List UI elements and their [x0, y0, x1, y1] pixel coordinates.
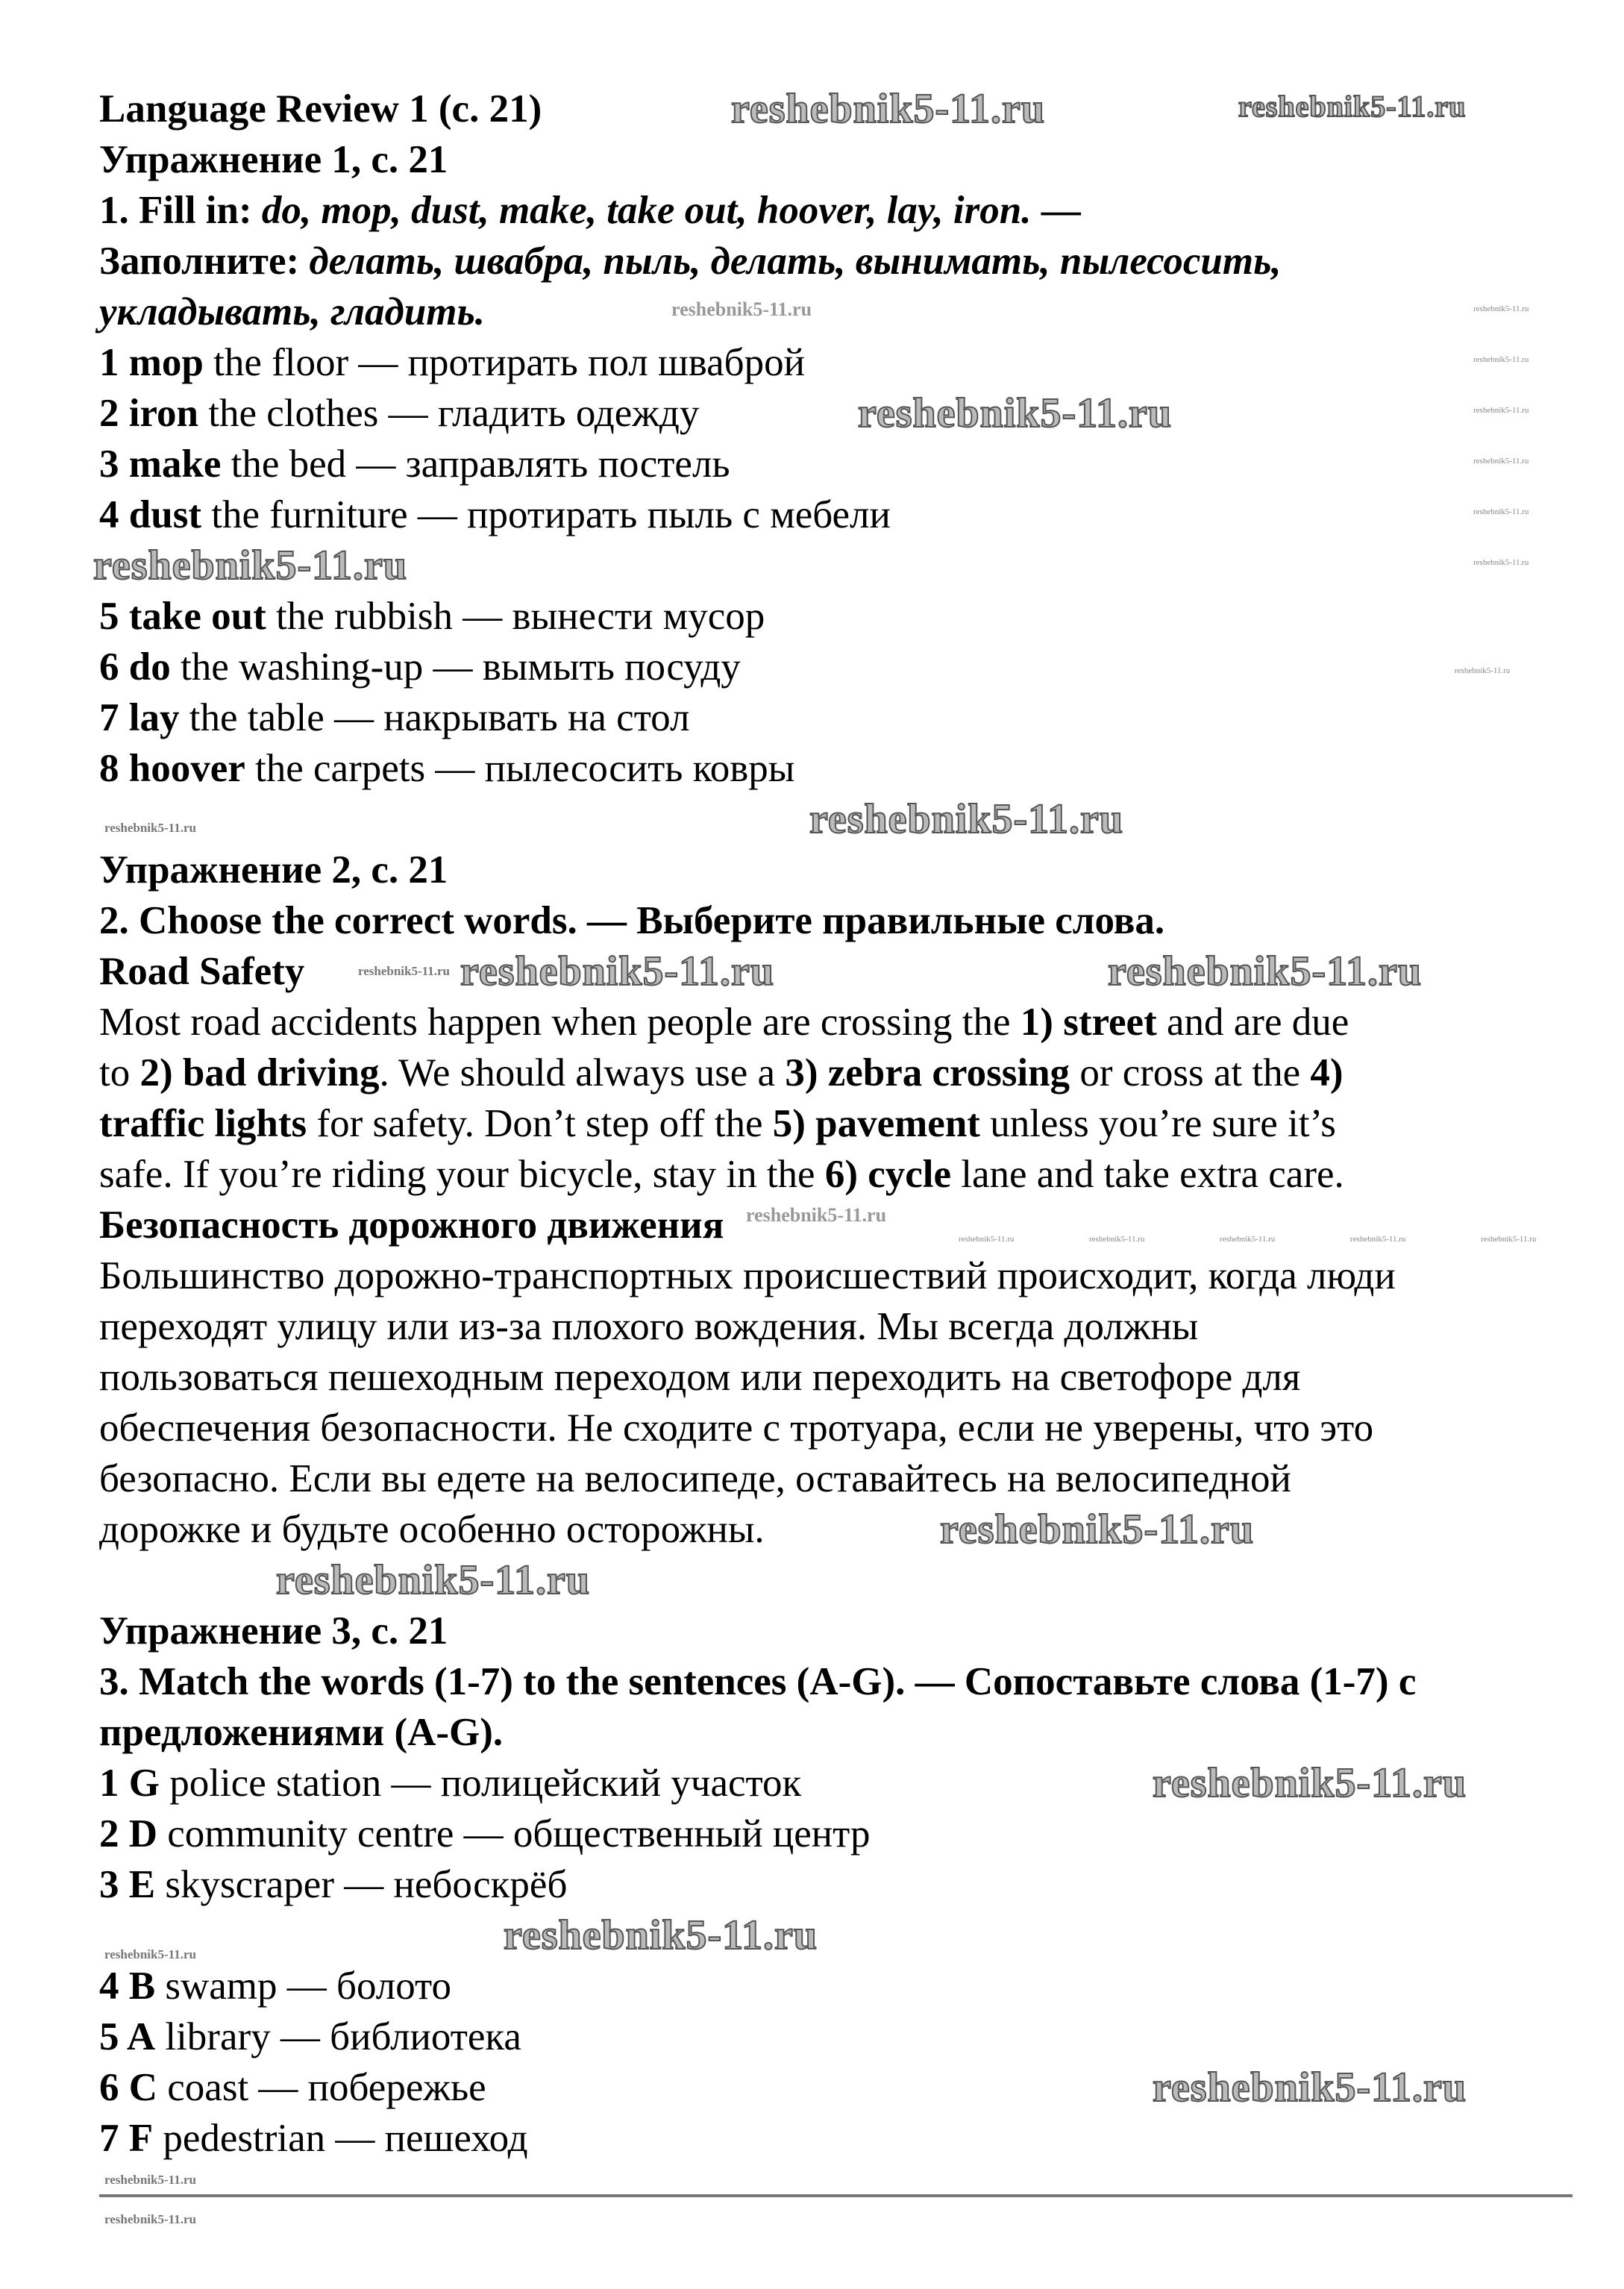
text-segment: 3 E — [99, 1863, 156, 1906]
watermark: reshebnik5-11.ru — [1238, 90, 1467, 123]
text-segment: 8 hoover — [99, 747, 245, 790]
text-segment: предложениями (A-G). — [99, 1711, 504, 1754]
watermark-small: reshebnik5-11.ru — [104, 2212, 196, 2226]
text-line — [99, 997, 1349, 1048]
text-segment: 3. Match the words (1-7) to the sentences (A-G). — Сопоставьте слова (1-7) с — [99, 1660, 1417, 1703]
watermark-tiny: reshebnik5-11.ru — [1350, 1235, 1406, 1244]
watermark: reshebnik5-11.ru — [1108, 948, 1423, 995]
text-segment: community centre — общественный центр — [157, 1812, 871, 1856]
text-segment: безопасно. Если вы едете на велосипеде, оставайтесь на велосипедной — [99, 1457, 1291, 1500]
text-segment: укладывать, гладить. — [99, 290, 486, 334]
text-segment: 1. Fill in: — [99, 189, 262, 232]
text-line — [99, 1809, 870, 1859]
text-segment: swamp — болото — [155, 1964, 451, 2008]
text-line — [99, 591, 765, 642]
text-line — [99, 2062, 486, 2113]
watermark-tiny: reshebnik5-11.ru — [1473, 355, 1529, 364]
text-segment: the table — накрывать на стол — [179, 696, 690, 739]
text-line — [99, 2113, 528, 2164]
text-segment: do, mop, dust, make, take out, hoover, lay, iron. — [261, 189, 1032, 232]
text-segment: traffic lights — [99, 1102, 307, 1145]
text-segment: Заполните: — [99, 239, 310, 283]
text-line — [99, 489, 891, 540]
text-segment: пользоваться пешеходным переходом или переходить на светофоре для — [99, 1356, 1301, 1399]
text-segment: 4) — [1310, 1051, 1344, 1095]
text-segment: Большинство дорожно-транспортных происшествий происходит, когда люди — [99, 1254, 1396, 1297]
text-segment: 1 mop — [99, 341, 204, 384]
text-line — [99, 895, 1164, 946]
text-segment: — — [1031, 189, 1081, 232]
text-line — [99, 845, 448, 895]
text-segment: Упражнение 2, с. 21 — [99, 848, 448, 892]
text-line — [99, 1453, 1291, 1504]
text-segment: 6 do — [99, 645, 171, 689]
text-segment: 2) bad driving — [139, 1051, 380, 1095]
text-segment: the carpets — пылесосить ковры — [245, 747, 795, 790]
text-line — [99, 1606, 448, 1656]
watermark-small: reshebnik5-11.ru — [671, 298, 812, 320]
text-segment: or cross at the — [1070, 1051, 1311, 1095]
watermark-tiny: reshebnik5-11.ru — [1220, 1235, 1276, 1244]
watermark-tiny: reshebnik5-11.ru — [1473, 507, 1529, 516]
text-segment: safe. If you’re riding your bicycle, stay in the — [99, 1153, 825, 1196]
text-segment: 6) cycle — [824, 1153, 952, 1196]
text-line — [99, 286, 485, 337]
text-line — [99, 1504, 765, 1555]
text-segment: 2. Choose the correct words. — Выберите правильные слова. — [99, 899, 1165, 942]
watermark: reshebnik5-11.ru — [460, 948, 775, 995]
text-segment: unless you’re sure it’s — [979, 1102, 1336, 1145]
watermark-small: reshebnik5-11.ru — [358, 964, 450, 978]
text-line — [99, 946, 304, 997]
text-line — [99, 1403, 1373, 1453]
text-line — [99, 743, 794, 794]
text-segment: 1 G — [99, 1762, 160, 1805]
text-segment: переходят улицу или из-за плохого вождения. Мы всегда должны — [99, 1305, 1199, 1348]
document-content — [99, 84, 1576, 2164]
watermark: reshebnik5-11.ru — [940, 1506, 1255, 1553]
text-segment: делать, швабра, пыль, делать, вынимать, пылесосить, — [309, 239, 1282, 283]
text-line — [99, 1758, 801, 1809]
watermark-tiny: reshebnik5-11.ru — [1473, 457, 1529, 466]
text-segment: 1) street — [1020, 1001, 1157, 1044]
text-segment: 5) pavement — [772, 1102, 980, 1145]
text-segment: . We should always use a — [379, 1051, 786, 1095]
text-line — [99, 1961, 451, 2011]
text-segment: 2 iron — [99, 392, 199, 435]
watermark: reshebnik5-11.ru — [809, 796, 1124, 842]
text-line — [99, 1250, 1396, 1301]
watermark: reshebnik5-11.ru — [93, 542, 408, 589]
text-line — [99, 692, 689, 743]
text-line — [99, 642, 741, 692]
text-line — [99, 1098, 1336, 1149]
text-segment: 7 lay — [99, 696, 180, 739]
text-line — [99, 2011, 521, 2062]
text-segment: Упражнение 1, с. 21 — [99, 138, 448, 181]
text-segment: the clothes — гладить одежду — [198, 392, 700, 435]
text-segment: 2 D — [99, 1812, 158, 1856]
text-segment: Language Review 1 (с. 21) — [99, 87, 542, 131]
watermark: reshebnik5-11.ru — [858, 390, 1173, 436]
text-segment: Безопасность дорожного движения — [99, 1203, 724, 1247]
text-segment: coast — побережье — [157, 2066, 486, 2109]
watermark: reshebnik5-11.ru — [1153, 2064, 1467, 2111]
watermark-small: reshebnik5-11.ru — [104, 1947, 196, 1961]
text-segment: the washing-up — вымыть посуду — [170, 645, 741, 689]
text-line — [99, 1048, 1344, 1098]
text-segment: the bed — заправлять постель — [221, 442, 730, 486]
text-line — [99, 1707, 503, 1758]
watermark: reshebnik5-11.ru — [276, 1557, 591, 1603]
text-line — [99, 388, 699, 439]
text-segment: дорожке и будьте особенно осторожны. — [99, 1508, 765, 1551]
text-line — [99, 84, 542, 134]
text-segment: the floor — протирать пол шваброй — [203, 341, 805, 384]
text-segment: Most road accidents happen when people are crossing the — [99, 1001, 1021, 1044]
watermark: reshebnik5-11.ru — [504, 1912, 818, 1958]
watermark-tiny: reshebnik5-11.ru — [1473, 406, 1529, 415]
text-segment: Road Safety — [99, 950, 305, 993]
text-segment: Упражнение 3, с. 21 — [99, 1609, 448, 1653]
text-segment: skyscraper — небоскрёб — [155, 1863, 568, 1906]
watermark-tiny: reshebnik5-11.ru — [1473, 304, 1529, 313]
text-line — [99, 337, 805, 388]
watermark: reshebnik5-11.ru — [731, 86, 1046, 132]
text-segment: and are due — [1156, 1001, 1349, 1044]
text-segment: обеспечения безопасности. Не сходите с тротуара, если не уверены, что это — [99, 1406, 1374, 1450]
text-line — [99, 1859, 567, 1910]
text-line — [99, 185, 1081, 236]
text-segment: for safety. Don’t step off the — [307, 1102, 773, 1145]
text-segment: to — [99, 1051, 140, 1095]
text-segment: police station — полицейский участок — [159, 1762, 802, 1805]
watermark-small: reshebnik5-11.ru — [746, 1204, 887, 1226]
text-segment: 5 take out — [99, 595, 266, 638]
text-line — [99, 1656, 1416, 1707]
text-line — [99, 1301, 1198, 1352]
text-line — [99, 1149, 1344, 1200]
text-segment: 5 A — [99, 2015, 156, 2058]
text-segment: lane and take extra care. — [951, 1153, 1344, 1196]
text-line — [99, 439, 730, 489]
text-segment: 3 make — [99, 442, 222, 486]
text-segment: 4 B — [99, 1964, 156, 2008]
text-segment: 4 dust — [99, 493, 201, 536]
watermark: reshebnik5-11.ru — [1153, 1760, 1467, 1806]
text-segment: 3) zebra crossing — [785, 1051, 1070, 1095]
text-segment: the rubbish — вынести мусор — [266, 595, 765, 638]
text-segment: 6 C — [99, 2066, 158, 2109]
watermark-tiny: reshebnik5-11.ru — [1089, 1235, 1145, 1244]
watermark-small: reshebnik5-11.ru — [104, 821, 196, 835]
text-segment: pedestrian — пешеход — [153, 2117, 528, 2160]
watermark-tiny: reshebnik5-11.ru — [959, 1235, 1015, 1244]
text-segment: library — библиотека — [155, 2015, 521, 2058]
watermark-small: reshebnik5-11.ru — [104, 2173, 196, 2187]
watermark-tiny: reshebnik5-11.ru — [1481, 1235, 1537, 1244]
text-segment: the furniture — протирать пыль с мебели — [201, 493, 891, 536]
text-line — [99, 134, 448, 185]
watermark-tiny: reshebnik5-11.ru — [1455, 666, 1511, 675]
text-line — [99, 1200, 724, 1250]
text-line — [99, 1352, 1300, 1403]
text-line — [99, 236, 1282, 286]
text-segment: 7 F — [99, 2117, 154, 2160]
bottom-divider — [99, 2194, 1573, 2197]
watermark-tiny: reshebnik5-11.ru — [1473, 558, 1529, 567]
